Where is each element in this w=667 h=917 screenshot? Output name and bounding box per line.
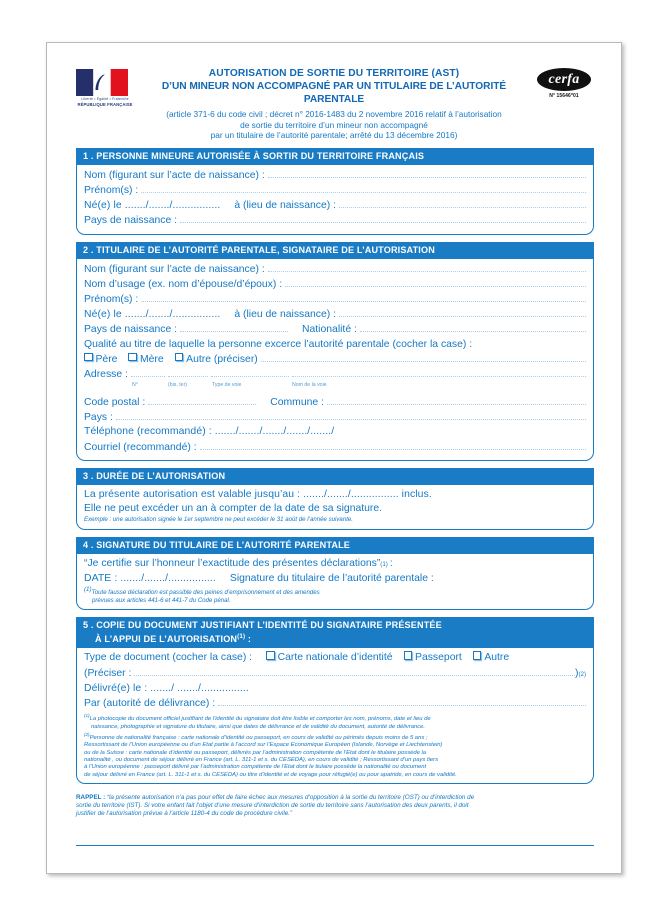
field-row-pays-naissance-mineur [84,213,586,228]
form-title-line2: D’UN MINEUR NON ACCOMPAGNÉ PAR UN TITULAIRE DE L’AUTORITÉ PARENTALE [161,81,507,105]
section-3-heading: 3 . DURÉE DE L’AUTORISATION [76,468,594,485]
section-4-footnote-line1: Toute fausse déclaration est passible des peines d’emprisonnement et des amendes [91,589,320,597]
checkbox-mere[interactable] [128,353,163,367]
adresse-sublabels [132,382,586,389]
checkbox-passeport[interactable] [404,651,462,665]
input-adresse-bis-ter[interactable] [168,367,208,377]
footnote-1-line1: La photocopie du document officiel justifiant de l’identité du signataire doit être lisible et comporter les nom, prénoms, date et lieu de [89,716,431,723]
section-1-heading: 1 . PERSONNE MINEURE AUTORISÉE À SORTIR DU TERRITOIRE FRANÇAIS [76,148,594,165]
section-2-heading: 2 . TITULAIRE DE L’AUTORITÉ PARENTALE, SIGNATAIRE DE L’AUTORISATION [76,242,594,259]
input-date-delivrance[interactable]: Délivré(e) le : ......./ ......./................ [84,682,249,694]
sublabel-bis-ter: (bis, ter) [168,382,188,389]
section-5-heading-line1: 5 . COPIE DU DOCUMENT JUSTIFIANT L’IDENTITÉ DU SIGNATAIRE PRÉSENTÉE [83,620,442,631]
input-prenoms-titulaire[interactable] [141,292,586,302]
input-adresse-nom-voie[interactable] [292,367,586,377]
footnote-2-line1: Personne de nationalité française : carte nationale d’identité ou passeport, en cours de validité ou périmés depuis moins de 5 ans ; [89,734,428,741]
preciser-row [84,666,586,682]
section-5-body [76,648,594,712]
input-courriel[interactable] [200,440,586,450]
label-nationalite: Nationalité : [302,324,357,336]
input-autorite-delivrance[interactable] [218,696,586,706]
checkbox-autre[interactable] [175,353,258,367]
input-prenoms-mineur[interactable] [141,183,586,193]
form-title-block [134,67,534,141]
footnote-1-line2: naissance, photographie et signature du titulaire, ainsi que dates de délivrance et de validité du document, autorité de délivrance. [91,723,425,730]
label-pays-naissance-titulaire: Pays de naissance : [84,324,177,336]
section-4-heading: 4 . SIGNATURE DU TITULAIRE DE L’AUTORITÉ PARENTALE [76,537,594,554]
emblem-motto: Liberté • Égalité • Fraternité [81,97,129,101]
section-3-body [76,485,594,530]
label-courriel: Courriel (recommandé) : [84,441,197,453]
checkbox-carte-identite-label: Carte nationale d’identité [277,652,393,664]
rappel-text [76,794,594,819]
input-adresse-type-voie[interactable] [211,367,289,377]
field-row-prenoms-titulaire [84,292,586,307]
section-4-footnote-mark: (1) [84,586,92,594]
input-nom-titulaire[interactable] [268,262,586,272]
cerfa-number: N° 15646*01 [549,93,579,99]
checkbox-carte-identite[interactable] [266,651,392,665]
label-nom-mineur: Nom (figurant sur l’acte de naissance) : [84,169,265,181]
checkbox-icon[interactable] [473,651,482,660]
section-2 [76,242,594,461]
rappel-line3: justifier de l’autorisation prévue à l’article 1180-4 du code de procédure civile.” [76,810,293,818]
label-nom-usage: Nom d’usage (ex. nom d’épouse/d’époux) : [84,278,283,290]
label-adresse: Adresse : [84,369,128,381]
label-code-postal: Code postal : [84,397,146,409]
footnote-2-line6: de séjour délivré en France (art. L. 311-1 et s. du CESEDA) ou titre d’identité et de voyage pour réfugié(e) ou pour apatride, en cours de validité. [84,771,457,778]
qualite-options-row [84,352,586,367]
sublabel-nom-voie: Nom de la voie [292,382,327,389]
field-row-pays [84,410,586,425]
form-header [76,67,594,141]
checkbox-autre-document-label: Autre [484,652,510,664]
input-nom-mineur[interactable] [268,168,586,178]
input-pays[interactable] [116,410,586,420]
section-5-heading [76,617,594,648]
field-row-naissance-titulaire [84,307,586,322]
label-pays-naissance-mineur: Pays de naissance : [84,215,177,227]
section-5-heading-colon: : [247,634,252,645]
label-signature: Signature du titulaire de l’autorité parentale : [229,573,434,585]
checkbox-autre-document[interactable] [473,651,509,665]
text-certify: “Je certifie sur l’honneur l’exactitude des présentes déclarations” [84,557,381,569]
form-subtitle [136,109,532,141]
checkbox-icon[interactable] [266,651,275,660]
checkbox-icon[interactable] [404,651,413,660]
section-5-heading-line2: À L’APPUI DE L’AUTORISATION [95,634,238,645]
label-lieu-naissance-titulaire: à (lieu de naissance) : [234,309,336,321]
field-row-naissance-mineur [84,198,586,213]
rappel-block [76,794,594,846]
checkbox-pere[interactable] [84,353,117,367]
delivre-row [84,682,586,696]
input-qualite-autre[interactable] [261,352,586,362]
label-lieu-naissance-mineur: à (lieu de naissance) : [234,200,336,212]
label-pays: Pays : [84,412,113,424]
bottom-rule [76,845,594,846]
sublabel-numero: N° [132,382,138,389]
footnote-2-mark: (2) [84,731,90,737]
footnote-2-line3: ou de la Suisse : carte nationale d’identité ou passeport, délivrés par l’administration compétente de l’Etat dont le titulaire possède la [84,749,427,756]
checkbox-icon[interactable] [84,353,93,362]
french-flag-marianne-icon [76,69,128,96]
checkbox-autre-label: Autre (préciser) [186,353,258,365]
section-5-heading-mark: (1) [237,633,246,641]
field-row-code-postal-commune [84,395,586,410]
section-2-body [76,259,594,461]
section-4 [76,537,594,611]
field-row-nom-usage [84,277,586,292]
input-validity-date[interactable]: La présente autorisation est valable jusqu’au : ......./......./................ inclus. [84,488,432,500]
form-subtitle-line2: de sortie du territoire d’un mineur non accompagné [240,119,428,130]
section-4-footnote [84,586,586,604]
field-row-pays-nationalite [84,322,586,337]
validity-limit-row [84,502,586,516]
input-date-naissance-mineur[interactable]: Né(e) le ......./......./................ [84,200,221,212]
text-validity-limit: Elle ne peut excéder un an à compter de la date de sa signature. [84,503,383,515]
label-qualite: Qualité au titre de laquelle la personne excerce l’autorité parentale (cocher la case) : [84,338,473,350]
input-nom-usage[interactable] [285,277,586,287]
preciser-close-paren: ) [574,667,579,679]
footnote-2-line5: à l’Union européenne : passeport délivré par l’administration compétente de l’Etat dont le tiulaire possède la nationalité ou document [84,764,427,771]
input-date-naissance-titulaire[interactable]: Né(e) le ......./......./................ [84,309,221,321]
form-page [46,42,622,874]
section-3 [76,468,594,530]
input-code-postal[interactable] [148,395,256,405]
checkbox-icon[interactable] [175,353,184,362]
label-prenoms-mineur: Prénom(s) : [84,184,139,196]
input-lieu-naissance-mineur[interactable] [339,198,586,208]
section-1 [76,148,594,235]
footnote-2-line4: nationalité , ou document de séjour délivré en France (art. L. 311-1 et s. du CESEDA), en cours de validité ; Ressortissant d’un pays tiers [84,756,439,763]
input-telephone[interactable]: Téléphone (recommandé) : ......./......./......./......./......./ [84,426,335,438]
label-prenoms-titulaire: Prénom(s) : [84,294,139,305]
field-row-nom-titulaire [84,262,586,277]
checkbox-passeport-label: Passeport [415,652,462,664]
field-row-adresse [84,367,586,381]
footnote-1 [84,712,587,731]
footnote-1-mark: (1) [84,713,90,719]
document-type-row [84,651,586,665]
input-commune[interactable] [327,395,586,405]
section-4-footnote-line2: prévues aux articles 441-6 et 441-7 du Code pénal. [92,596,231,604]
form-subtitle-line1: (article 371-6 du code civil ; décret n° 2016-1483 du 2 novembre 2016 relatif à l’autorisation [166,109,502,119]
field-row-prenoms-mineur [84,183,586,198]
input-lieu-naissance-titulaire[interactable] [339,307,586,317]
section-1-body [76,165,594,235]
section-5-heading-line2-wrap [83,631,588,645]
cerfa-logo: cerfa [537,68,591,91]
republic-emblem [76,67,134,107]
footnote-2-line2: Ressortissant de l’Union européenne ou d’un Etat partie à l’accord sur l’Espace Economique Européen (Islande, Norvège et Liechtenstein) [84,742,443,749]
certify-row [84,557,586,572]
form-content [76,67,594,846]
input-nationalite[interactable] [360,322,586,332]
certify-footnote-mark: (1) [380,560,388,568]
label-qualite-row [84,338,586,352]
footnote-2 [84,731,587,779]
label-autorite-delivrance: Par (autorité de délivrance) : [84,698,216,710]
rappel-line2: sortie du territoire (IST). Si votre enfant fait l’objet d’une mesure d’interdiction de sortie du territoire sans l’autorisation des deux parents, il doit [76,802,469,810]
section-4-body [76,554,594,611]
validity-example: Exemple : une autorisation signée le 1er septembre ne peut excéder le 31 août de l’année suivante. [84,516,353,524]
input-signature-date[interactable]: DATE : ......./......./................ [84,573,216,585]
sublabel-type-voie: Type de voie [212,382,242,389]
checkbox-mere-label: Mère [139,353,164,365]
label-commune: Commune : [270,397,324,409]
label-nom-titulaire: Nom (figurant sur l’acte de naissance) : [84,263,265,275]
autorite-delivrance-row [84,696,586,711]
field-row-nom-mineur [84,168,586,183]
input-adresse-numero[interactable] [131,367,165,377]
form-subtitle-line3: par un titulaire de l’autorité parentale; arrêté du 13 décembre 2016) [210,130,458,141]
rappel-line1: “la présente autorisation n’a pas pour effet de faire échec aux mesures d’opposition à la sortie du territoire (OST) ou d’interdiction de [106,793,475,801]
input-pays-naissance-titulaire[interactable] [180,322,288,332]
checkbox-icon[interactable] [128,353,137,362]
section-5-footnotes [76,712,594,784]
checkbox-pere-label: Père [95,353,118,365]
certify-colon: : [389,557,393,569]
rappel-label: RAPPEL : [76,793,106,801]
field-row-courriel [84,440,586,455]
input-preciser[interactable] [134,666,575,676]
section-5 [76,617,594,784]
emblem-republic: RÉPUBLIQUE FRANÇAISE [77,101,133,107]
signature-row [84,572,586,586]
validity-date-row [84,488,586,502]
label-preciser: (Préciser : [84,667,132,679]
field-row-telephone [84,425,586,439]
cerfa-block [534,67,594,99]
input-pays-naissance-mineur[interactable] [180,213,586,223]
preciser-footnote-mark: (2) [578,670,586,678]
label-type-document: Type de document (cocher la case) : [84,652,253,664]
form-title-line1: AUTORISATION DE SORTIE DU TERRITOIRE (AST) [208,68,460,79]
